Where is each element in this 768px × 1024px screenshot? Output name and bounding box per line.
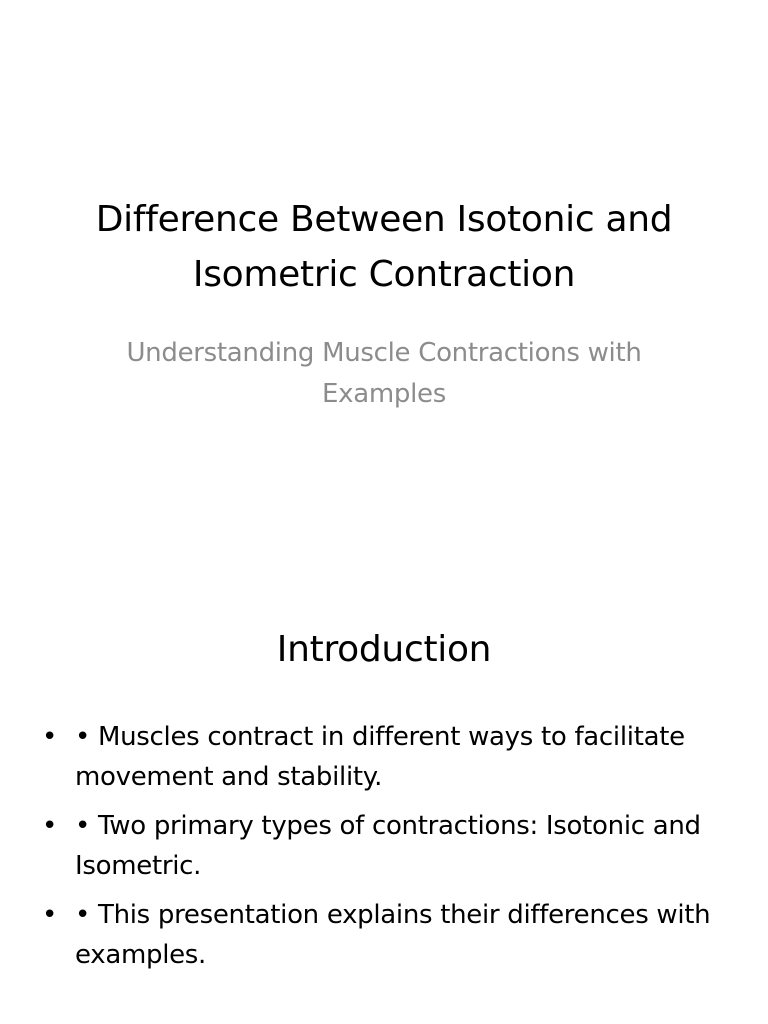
bullet-marker: • xyxy=(42,811,58,841)
list-item xyxy=(40,895,728,975)
presentation-title: Difference Between Isotonic and Isometric Contraction xyxy=(95,199,673,295)
bullet-list xyxy=(40,717,728,984)
bullet-marker: • xyxy=(42,900,58,930)
presentation-subtitle: Understanding Muscle Contractions with Examples xyxy=(126,338,642,409)
slide-title: Introduction xyxy=(276,629,492,670)
bullet-text: • Two primary types of contractions: Isotonic and Isometric. xyxy=(75,811,701,881)
list-item xyxy=(40,717,728,797)
introduction-slide xyxy=(0,576,768,1024)
bullet-text: • This presentation explains their differences with examples. xyxy=(75,900,711,970)
bullet-marker: • xyxy=(42,722,58,752)
bullet-text: • Muscles contract in different ways to facilitate movement and stability. xyxy=(75,722,685,792)
list-item xyxy=(40,806,728,886)
